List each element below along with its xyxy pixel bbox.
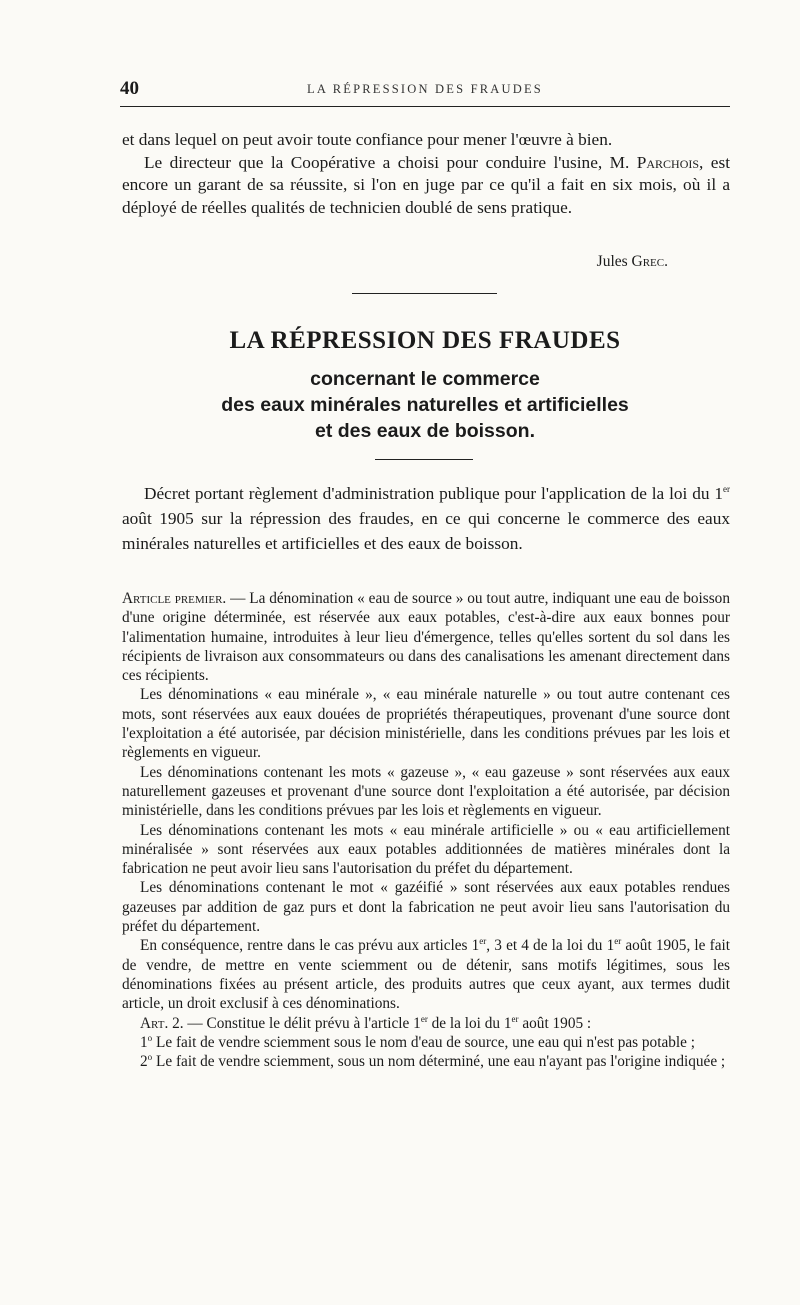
article-2-label: Art. 2. xyxy=(140,1014,184,1032)
signature xyxy=(0,253,668,271)
art2-sup-1: er xyxy=(420,1013,428,1024)
item-1-text: Le fait de vendre sciemment sous le nom d'eau de source, une eau qui n'est pas potable ; xyxy=(152,1033,696,1051)
decree-text-b: août 1905 sur la répression des fraudes, en ce qui concerne le commerce des eaux minérales naturelles et artificielles et des eaux de boisson. xyxy=(122,509,730,553)
article-1-paragraph-3: Les dénominations contenant les mots « gazeuse », « eau gazeuse » sont réservées aux eaux naturellement gazeuses et provenant d'une source dont l'exploitation a été autorisée, par décision ministérielle, dans les conditions prévues par les lois et règlements en vigueur. xyxy=(122,763,730,820)
item-1-number: 1 xyxy=(140,1033,148,1051)
subtitle-line-1: concernant le commerce xyxy=(310,368,540,390)
art2-a: — Constitue le délit prévu à l'article 1 xyxy=(183,1014,421,1032)
subtitle-line-2: des eaux minérales naturelles et artificielles xyxy=(221,394,629,416)
article-2 xyxy=(122,1014,730,1033)
decree-paragraph xyxy=(122,481,730,556)
signature-last-name: Grec. xyxy=(631,253,668,270)
art2-b: de la loi du 1 xyxy=(427,1014,512,1032)
intro-paragraph-2-start: Le directeur que la Coopérative a choisi pour conduire l'usine, M. xyxy=(144,152,637,172)
p6-c: août 1905, le fait de vendre, de mettre en vente sciemment ou de détenir, sans motifs légitimes, sous les dénominations fixées au présent article, des produits autres que ceux ayant, aux termes dudit article, un droit exclusif à ces dénominations. xyxy=(122,937,730,1013)
section-subtitle xyxy=(120,366,730,444)
header-rule xyxy=(120,106,730,107)
item-2-text: Le fait de vendre sciemment, sous un nom déterminé, une eau n'ayant pas l'origine indiquée ; xyxy=(152,1053,726,1071)
intro-text xyxy=(122,129,730,219)
intro-paragraph-2-end: , est encore un garant de sa réussite, si l'on en juge par ce qu'il a fait en six mois, où il a déployé de réelles qualités de technicien doublé de sens pratique. xyxy=(122,152,730,217)
article-1-paragraph-6 xyxy=(122,936,730,1013)
article-1-label: Article premier. xyxy=(122,590,227,607)
signature-first-name: Jules xyxy=(596,253,632,270)
article-1-paragraph-2: Les dénominations « eau minérale », « eau minérale naturelle » ou tout autre contenant ces mots, sont réservées aux eaux douées de propriétés thérapeutiques, provenant d'une source dont l'exploitation a été autorisée, par décision ministérielle, dans les conditions prévues par les lois et règlements en vigueur. xyxy=(122,686,730,762)
article-2-item-2 xyxy=(122,1052,730,1071)
running-title: LA RÉPRESSION DES FRAUDES xyxy=(307,82,543,96)
article-1-paragraph-4: Les dénominations contenant les mots « eau minérale artificielle » ou « eau artificiellement minéralisée » sont réservées aux eaux potables additionnées de matières minérales dont la fabrication ne peut avoir lieu sans l'autorisation du préfet du département. xyxy=(122,821,730,878)
p6-b: , 3 et 4 de la loi du 1 xyxy=(486,937,615,955)
art2-sup-2: er xyxy=(511,1013,519,1024)
articles xyxy=(122,589,730,1071)
section-title: LA RÉPRESSION DES FRAUDES xyxy=(229,327,621,354)
decree-text xyxy=(122,481,730,556)
decree-text-a: Décret portant règlement d'administration publique pour l'application de la loi du 1 xyxy=(144,484,723,503)
article-1 xyxy=(122,589,730,685)
article-1-paragraph-5: Les dénominations contenant le mot « gazéifié » sont réservées aux eaux potables rendues gazeuses par addition de gaz purs et dont la fabrication ne peut avoir lieu sans l'autorisation du préfet du département. xyxy=(122,879,730,936)
article-2-item-1 xyxy=(122,1033,730,1052)
p6-sup-2: er xyxy=(614,936,622,947)
decree-sup: er xyxy=(723,484,730,495)
p6-sup-1: er xyxy=(479,936,487,947)
p6-a: En conséquence, rentre dans le cas prévu aux articles 1 xyxy=(140,937,480,955)
section-separator-rule xyxy=(352,293,497,294)
article-1-text: — La dénomination « eau de source » ou tout autre, indiquant une eau de boisson d'une origine déterminée, est réservée aux eaux potables, c'est-à-dire aux eaux bonnes pour l'alimentation humaine, introduites à leur lieu d'émergence, telles qu'elles sortent du sol dans les récipients de livraison aux consommateurs ou dans des canalisations les amenant directement dans ces récipients. xyxy=(122,590,730,685)
director-name: Parchois xyxy=(636,152,700,172)
intro-paragraph-1: et dans lequel on peut avoir toute confiance pour mener l'œuvre à bien. xyxy=(122,130,613,149)
intro-paragraph-2 xyxy=(122,152,730,220)
item-1-sup: o xyxy=(147,1032,153,1043)
item-2-sup: o xyxy=(147,1052,153,1063)
subtitle-line-3: et des eaux de boisson. xyxy=(315,420,535,442)
art2-c: août 1905 : xyxy=(518,1014,592,1032)
item-2-number: 2 xyxy=(140,1053,148,1071)
page-header xyxy=(120,78,730,104)
title-underline-rule xyxy=(375,459,473,460)
page-number: 40 xyxy=(120,78,139,99)
